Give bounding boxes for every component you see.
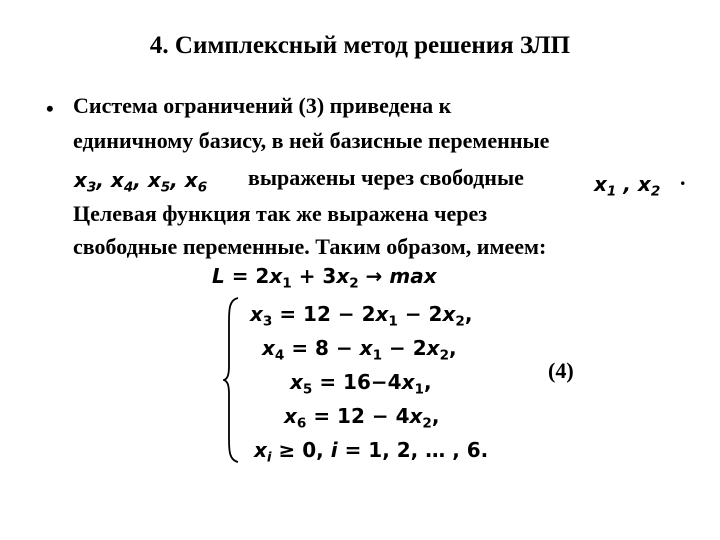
equation-number: (4) — [548, 358, 574, 383]
constraint-x4: $x_4 = 8 - x_1 - 2x_2$, — [262, 336, 457, 364]
text-line-4: Целевая функция так же выражена через — [73, 201, 488, 226]
sentence-period: . — [680, 165, 686, 190]
bullet-marker: • — [46, 96, 54, 121]
slide-title: 4. Симплексный метод решения ЗЛП — [149, 32, 571, 59]
text-line-5: свободные переменные. Таким образом, имеем: — [73, 234, 547, 259]
free-variables: $x_1$ , $x_2$ — [594, 172, 661, 200]
text-line-1: Система ограничений (3) приведена к — [73, 93, 452, 118]
basic-variables: $x_3$, $x_4$, $x_5$, $x_6$ — [74, 168, 208, 196]
constraint-x3: $x_3 = 12 - 2x_1 - 2x_2$, — [250, 302, 473, 330]
text-line-3: выражены через свободные — [248, 165, 524, 190]
system-brace — [223, 296, 241, 464]
objective-function: $L = 2x_1 + 3x_2 \to \max$ — [212, 264, 437, 292]
text-line-2: единичному базису, в ней базисные переменные — [73, 128, 550, 153]
constraint-x5: $x_5 = 16-4x_1$, — [290, 370, 432, 398]
constraint-nonnegativity: $x_i \ge 0$, i = 1, 2, … , 6. — [254, 438, 489, 466]
constraint-x6: $x_6 = 12 - 4x_2$, — [284, 404, 440, 432]
